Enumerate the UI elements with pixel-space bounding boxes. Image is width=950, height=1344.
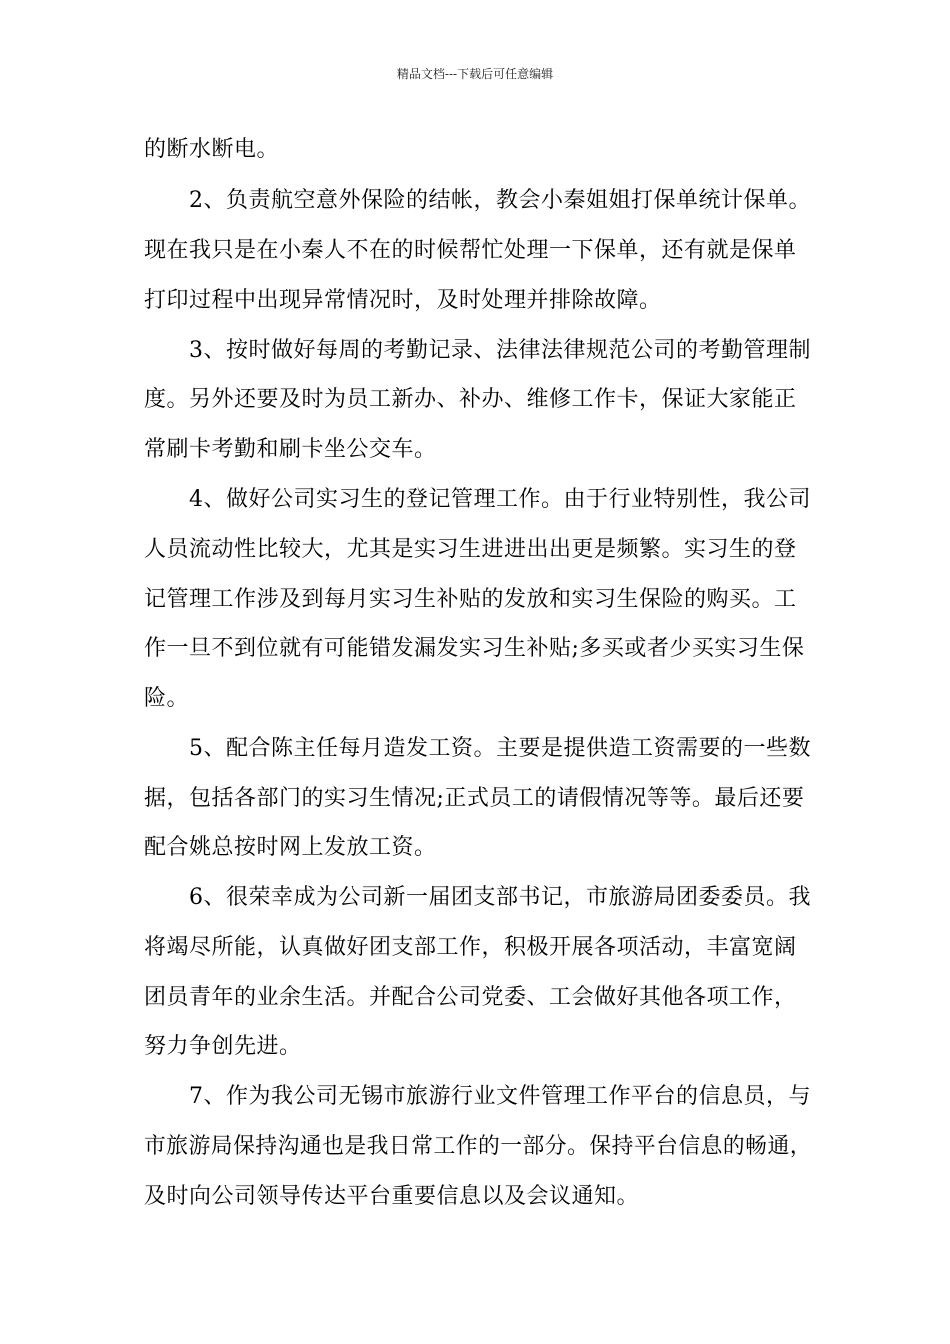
body-line: 的断水断电。	[144, 137, 280, 162]
body-line: 努力争创先进。	[144, 1034, 302, 1059]
body-line: 度。另外还要及时为员工新办、补办、维修工作卡，保证大家能正	[144, 387, 797, 412]
page-header: 精品文档---下载后可任意编辑	[396, 67, 554, 81]
body-line: 作一旦不到位就有可能错发漏发实习生补贴;多买或者少买实习生保	[144, 636, 805, 661]
body-line: 记管理工作涉及到每月实习生补贴的发放和实习生保险的购买。工	[144, 587, 797, 612]
body-line: 人员流动性比较大，尤其是实习生进进出出更是频繁。实习生的登	[144, 537, 797, 562]
body-line: 5、配合陈主任每月造发工资。主要是提供造工资需要的一些数	[144, 736, 811, 761]
body-line: 2、负责航空意外保险的结帐，教会小秦姐姐打保单统计保单。	[144, 188, 811, 213]
body-line: 7、作为我公司无锡市旅游行业文件管理工作平台的信息员，与	[144, 1084, 811, 1109]
body-line: 将竭尽所能，认真做好团支部工作，积极开展各项活动，丰富宽阔	[144, 935, 797, 960]
body-line: 6、很荣幸成为公司新一届团支部书记，市旅游局团委委员。我	[144, 885, 811, 910]
body-line: 3、按时做好每周的考勤记录、法律法律规范公司的考勤管理制	[144, 338, 811, 363]
body-line: 打印过程中出现异常情况时，及时处理并排除故障。	[144, 288, 662, 313]
body-line: 团员青年的业余生活。并配合公司党委、工会做好其他各项工作，	[144, 985, 797, 1010]
body-line: 据，包括各部门的实习生情况;正式员工的请假情况等等。最后还要	[144, 786, 805, 811]
body-line: 现在我只是在小秦人不在的时候帮忙处理一下保单，还有就是保单	[144, 238, 797, 263]
body-line: 险。	[144, 686, 190, 711]
body-line: 常刷卡考勤和刷卡坐公交车。	[144, 437, 437, 462]
body-line: 配合姚总按时网上发放工资。	[144, 835, 437, 860]
body-line: 4、做好公司实习生的登记管理工作。由于行业特别性，我公司	[144, 487, 811, 512]
body-line: 及时向公司领导传达平台重要信息以及会议通知。	[144, 1184, 640, 1209]
body-line: 市旅游局保持沟通也是我日常工作的一部分。保持平台信息的畅通，	[144, 1134, 812, 1159]
